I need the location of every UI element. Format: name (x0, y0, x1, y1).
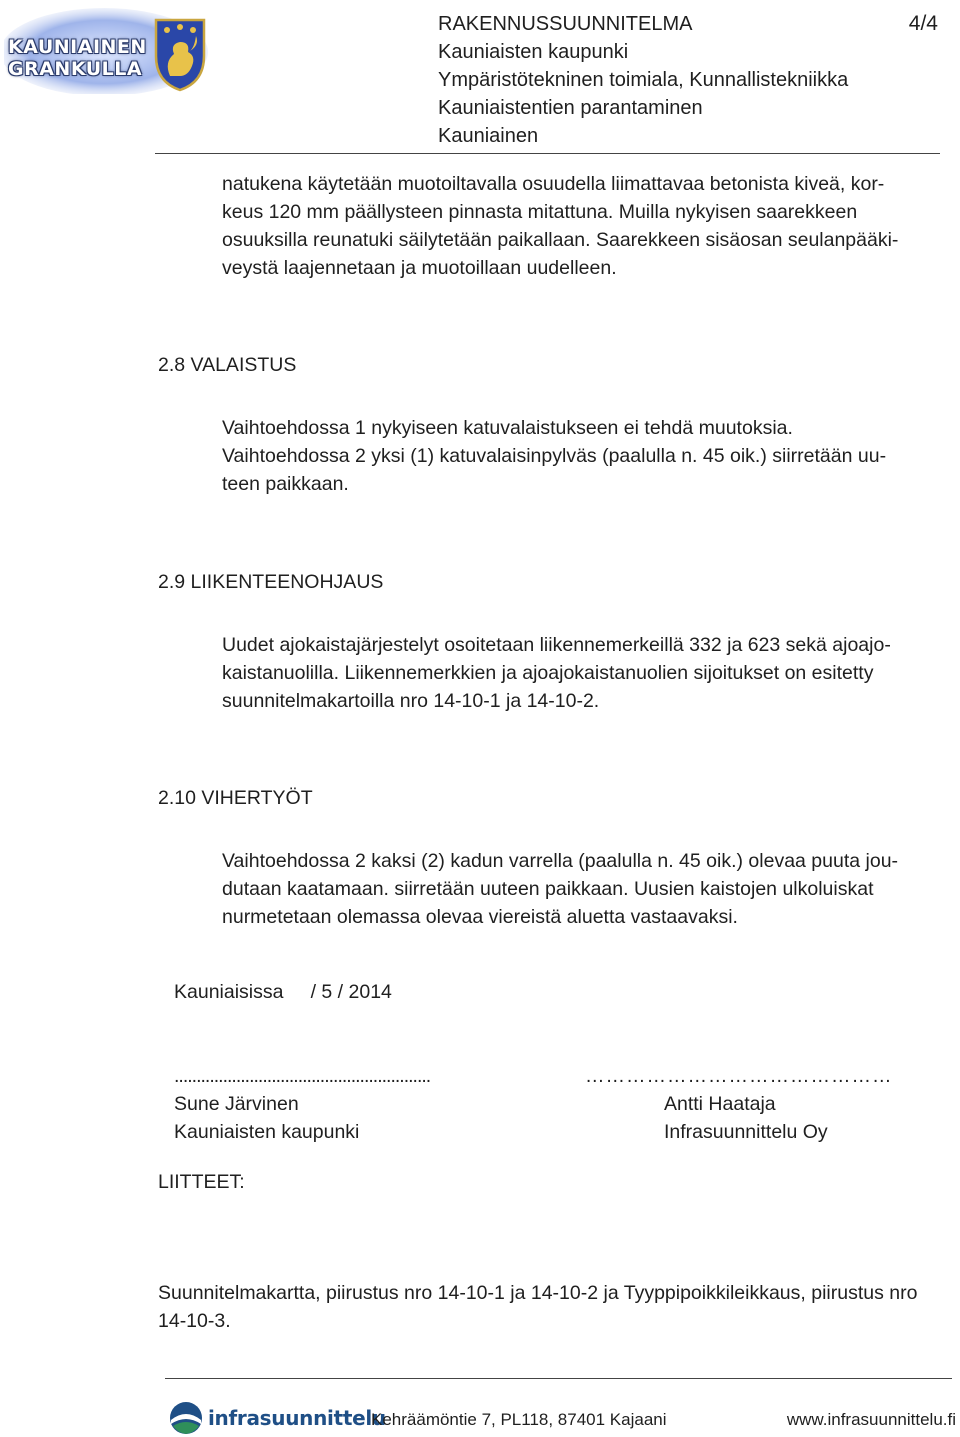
paragraph-line: suunnitelmakartoilla nro 14-10-1 ja 14-10-2. (222, 690, 600, 712)
company-logo (168, 1400, 386, 1436)
paragraph-line: kaistanuolilla. Liikennemerkkien ja ajoajokaistanuolien sijoitukset on esitetty (222, 662, 874, 684)
section-body-vihertyot (222, 847, 952, 931)
signer-name: Sune Järvinen (174, 1093, 299, 1115)
paragraph-line: dutaan kaatamaan. siirretään uuteen paikkaan. Uusien kaistojen ulkoluiskat (222, 878, 874, 900)
signer-organization: Infrasuunnittelu Oy (664, 1121, 828, 1143)
header-line: Kauniaisten kaupunki (438, 41, 629, 63)
signature-block-right (585, 1062, 893, 1146)
company-address: Kehräämöntie 7, PL118, 87401 Kajaani (371, 1410, 667, 1429)
signer-organization: Kauniaisten kaupunki (174, 1121, 360, 1143)
paragraph-line: nurmetetaan olemassa olevaa viereistä aluetta vastaavaksi. (222, 906, 738, 928)
paragraph-line: osuuksilla reunatuki säilytetään paikallaan. Saarekkeen sisäosan seulanpääki- (222, 229, 899, 251)
page-number: 4/4 (908, 12, 938, 35)
attachments-heading: LIITTEET: (158, 1171, 245, 1193)
header-line: RAKENNUSSUUNNITELMA (438, 13, 693, 35)
document-header (438, 10, 848, 150)
attachments-list (158, 1279, 958, 1335)
intro-paragraph (222, 170, 952, 282)
paragraph-line: teen paikkaan. (222, 473, 349, 495)
place-date: Kauniaisissa / 5 / 2014 (174, 981, 392, 1003)
paragraph-line: Suunnitelmakartta, piirustus nro 14-10-1 ja 14-10-2 ja Tyyppipoikkileikkaus, piirustus nro (158, 1282, 918, 1304)
signature-line: ……………………………………… (585, 1065, 893, 1087)
logo-line-1: KAUNIAINEN (8, 36, 147, 58)
paragraph-line: veystä laajennetaan ja muotoillaan uudelleen. (222, 257, 617, 279)
paragraph-line: 14-10-3. (158, 1310, 231, 1332)
signature-block-left (174, 1062, 430, 1146)
paragraph-line: Vaihtoehdossa 1 nykyiseen katuvalaistukseen ei tehdä muutoksia. (222, 417, 793, 439)
city-logo (4, 6, 210, 94)
section-heading-vihertyot: 2.10 VIHERTYÖT (158, 787, 313, 809)
section-heading-liikenteenohjaus: 2.9 LIIKENTEENOHJAUS (158, 571, 384, 593)
coat-of-arms-icon (156, 20, 204, 90)
paragraph-line: keus 120 mm päällysteen pinnasta mitattuna. Muilla nykyisen saarekkeen (222, 201, 858, 223)
footer-divider (165, 1378, 952, 1379)
company-website: www.infrasuunnittelu.fi (786, 1410, 956, 1429)
paragraph-line: Uudet ajokaistajärjestelyt osoitetaan liikennemerkeillä 332 ja 623 sekä ajoajo- (222, 634, 891, 656)
header-line: Kauniaistentien parantaminen (438, 97, 703, 119)
section-body-liikenteenohjaus (222, 631, 952, 715)
paragraph-line: Vaihtoehdossa 2 kaksi (2) kadun varrella (paalulla n. 45 oik.) olevaa puuta jou- (222, 850, 899, 872)
signer-name: Antti Haataja (664, 1093, 776, 1115)
company-globe-icon (168, 1400, 204, 1436)
company-logo-text: infrasuunnittelu (208, 1406, 386, 1430)
section-heading-valaistus: 2.8 VALAISTUS (158, 354, 297, 376)
paragraph-line: Vaihtoehdossa 2 yksi (1) katuvalaisinpylväs (paalulla n. 45 oik.) siirretään uu- (222, 445, 887, 467)
section-body-valaistus (222, 414, 952, 498)
signature-line: .......................................................... (174, 1065, 431, 1087)
header-divider (155, 153, 940, 154)
header-line: Ympäristötekninen toimiala, Kunnallistekniikka (438, 69, 849, 91)
logo-line-2: GRANKULLA (8, 58, 143, 80)
paragraph-line: natukena käytetään muotoiltavalla osuudella liimattavaa betonista kiveä, kor- (222, 173, 885, 195)
header-line: Kauniainen (438, 125, 539, 147)
